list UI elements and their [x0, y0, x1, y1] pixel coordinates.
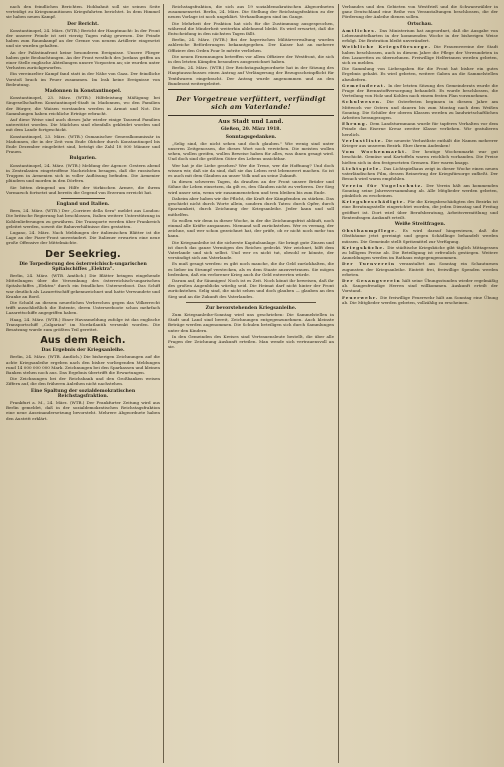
section-heading: Ortschau.	[407, 21, 433, 27]
appeal-banner	[168, 89, 334, 116]
column-left: nach den feindlichen Berichten. Hohbahnit soll sie seinen Seite verteidigt zu Kriegsmunitionen Kriegsfahrten berichtet. In dem Himmel sie haben neuen Kampf. Der Bericht. Konstantinopel, 24. März. (WTB.) Bericht der Hauptmacht: In der Front der unserer Feinde ist seit vierzig Tagen ruhig gewesen. Die Feinde haben zum Raumkampf an der Grenze von neuem Artillerie eingesetzt und sie wurden gehalten. An der Palästinafront keine besonderen Ereignisse. Unsere Flieger haben gute Beobachtungen. An der Front westlich des Jordans griffen an einer Stelle englische Abteilungen unsere Vorposten an; sie wurden unter Verlusten zurückgeworfen. Ein vereinzelter Kampf fand statt in der Nähe von Gaza. Der feindliche Vorstoß brach im Feuer zusammen. Im Irak keine Ereignisse von Bedeutung. Madonnen in Konstantinopel. Konstantinopel, 23. März. (WTB.) Hilfeleistung Mäßigung bei Singesellschaften Konstantinopel-Stadt in Madonnen, wo den Familien der Bürger, die Waisen vorstanden werden in Armut und Not. Die Sammlungen haben reichliche Erträge erbracht. Auf diese Weise sind auch dieses Jahr wieder einige Tausend Familien unterstützt worden. Die Mädchen sind ebenfalls gekleidet worden und mit dem Lande fortgeschickt. Konstantinopel, 23. März. (WTB.) Osmanischer Generalkommissär in Madonnen, die in der Zeit vom Ende Oktober durch Konstantinopel bis Ende Dezember eingeleitet sind, beträgt die Zahl 18 000 Männer und Frauen. Bulgarien. Konstantinopel, 24. März. (WTB.) Meldung der Agence: Gestern abend in Zentralasien eingetroffene Nachrichten besagen, daß die russischen Truppen in Armenien sich in voller Auflösung befinden. Die Armenier plündern und morden in den Dörfern. Sie bitten dringend um Hilfe der türkischen Armee, die ihrem Vormarsch fortsetzt und bereits die Gegend von Erzerum erreicht hat. England und Italien. Bern, 24. März. (WTB.) Der „Corriere della Sera" meldet aus London: Die britische Regierung hat beschlossen, Italien weitere Unterstützung in Kohlenlieferungen zu gewähren. Die Transporte werden über Frankreich geleitet werden, soweit die Bahnverhältnisse dies gestatten. Lugano, 24. März. Nach Meldungen der italienischen Blätter ist die Lage an der Piave-Front unverändert. Die Italiener erwarten eine neue große Offensive der Mittelmächte. Der Seekrieg. Die Torpedierung des österreichisch-ungarischen Spitalschiffes „Elektra". Berlin, 24. März. (WTB. Amtlich.) Die Blätter bringen eingehende Mitteilungen über die Versenkung des österreichisch-ungarischen Spitalschiffes „Elektra" durch ein feindliches Unterseeboot. Das Schiff war deutlich als Lazarettschiff gekennzeichnet und hatte Verwundete und Kranke an Bord. Die Schuld an diesem neuerlichen Verbrechen gegen das Völkerrecht trifft ausschließlich die Entente, deren Unterseeboote schon mehrfach Lazarettschiffe angegriffen haben. Haag, 24. März. (WTB.) Einer Havasmeldung zufolge ist das englische Transportschiff „Calgarian" im Nordatlantik versenkt worden. Die Besatzung wurde zum größten Teil gerettet. Aus dem Reich. Das Ergebnis der Kriegsanleihe. Berlin, 24. März. (WTB. Amtlich.) Die bisherigen Zeichnungen auf die achte Kriegsanleihe ergeben nach den bisher vorliegenden Meldungen rund 14 000 000 000 Mark. Zeichnungen bei den Sparkassen und kleinen Banken stehen noch aus. Das Ergebnis übertrifft die Erwartungen. Die Zeichnungen bei der Reichsbank und den Großbanken weisen Ziffern auf, die den früheren Anleihen nicht nachstehen. Eine Spaltung der sozialdemokratischen Reichstagsfraktion. Frankfurt a. M., 24. März. (WTB.) Der Frankfurter Zeitung wird aus Berlin gemeldet, daß in der sozialdemokratischen Reichstagsfraktion eine neue Auseinandersetzung bevorsteht. Mehrere Abgeordnete haben den Austritt erklärt.	[6, 4, 160, 421]
article-title: Das Ergebnis der Kriegsanleihe.	[41, 348, 125, 354]
section-heading: Der Seekrieg.	[45, 248, 121, 260]
section-heading: Aus dem Reich.	[40, 335, 126, 347]
article-title: Zur bevorstehenden Kriegsanleihe.	[205, 305, 297, 311]
column-rule	[163, 4, 164, 763]
section-heading: Bulgarien.	[69, 156, 97, 162]
divider	[186, 302, 316, 303]
section-heading: Madonnen in Konstantinopel.	[44, 89, 122, 95]
column-right: Verbandes und den Gebieten von Westfrieß und die Schwarzwälder in ganz Deutschland eine Reihe von Veranstaltungen beschlossen, die der Förderung der Anleihe dienen sollen. Ortschau. Amtliches. Das Ministerium hat angeordnet, daß die Ausgabe von Lebensmittelkarten in der kommenden Woche in der bisherigen Weise erfolgt. Die Brotration bleibt unverändert. Weibliche Kriegsfürsorge. Die Frauenvereine der Stadt haben beschlossen, auch in diesem Jahre die Pflege der Verwundeten in den Lazaretten zu übernehmen. Freiwillige Helferinnen werden gebeten, sich zu melden. Die Sammlung von Liebesgaben für die Front hat bisher ein gutes Ergebnis gehabt. Es wird gebeten, weitere Gaben an die Sammelstellen abzuliefern. Gemeinderat. In der letzten Sitzung des Gemeinderats wurde die Frage der Brennstoffversorgung behandelt. Es wurde beschlossen, die Verteilung von Holz und Kohlen nach einem festen Plan vorzunehmen. Schulwesen. Die Osterferien beginnen in diesem Jahre am Mittwoch vor Ostern und dauern bis zum Montag nach dem Weißen Sonntag. Die Schüler der oberen Klassen werden zu landwirtschaftlichen Arbeiten herangezogen. Ehrung. Dem Landsturmmann wurde für tapferes Verhalten vor dem Feinde das Eiserne Kreuz zweiter Klasse verliehen. Wir gratulieren herzlich. Verlustliste. Die neueste Verlustliste enthält die Namen mehrerer Krieger aus unserem Bezirk. Ehre ihrem Andenken! Vom Wochenmarkt. Der heutige Wochenmarkt war gut beschickt. Gemüse und Kartoffeln waren reichlich vorhanden. Die Preise hielten sich in den festgesetzten Grenzen. Eier waren knapp. Lichtspiele. Das Lichtspielhaus zeigt in dieser Woche einen neuen vaterländischen Film, dessen Reinertrag der Kriegsfürsorge zufließt. Der Besuch wird warm empfohlen. Verein für Vogelschutz. Der Verein hält am kommenden Sonntag seine Jahresversammlung ab. Alle Mitglieder werden gebeten, pünktlich zu erscheinen. Kriegsbeschädigte. Für die Kriegsbeschädigten des Bezirks ist eine Beratungsstelle eingerichtet worden, die jeden Dienstag und Freitag geöffnet ist. Dort wird über Berufsberatung, Arbeitsvermittlung und Rentenfragen Auskunft erteilt. Weiße Streitfragen. Obstbaumpflege. Es wird darauf hingewiesen, daß die Obstbäume jetzt gereinigt und gegen Schädlinge behandelt werden müssen. Die Gemeinde stellt Spritzmittel zur Verfügung. Kriegsküche. Die städtische Kriegsküche gibt täglich Mittagessen zu billigem Preise ab. Die Beteiligung ist erfreulich gestiegen. Weitere Anmeldungen werden im Rathaus entgegengenommen. Der Turnverein veranstaltet am Sonntag ein Schauturnen zugunsten der Kriegsanleihe. Eintritt frei, freiwillige Spenden werden erbeten. Der Gesangverein hält seine Übungsstunden wieder regelmäßig ab. Sangesfreudige Herren sind willkommen. Auskunft erteilt der Vorstand. Feuerwehr. Die freiwillige Feuerwehr hält am Sonntag eine Übung ab. Die Mitglieder werden gebeten, vollzählig zu erscheinen.	[342, 4, 498, 305]
article-title: Eine Spaltung der sozialdemokratischen Reichstagsfraktion.	[30, 388, 136, 399]
divider	[61, 198, 105, 199]
article-title: Die Torpedierung des österreichisch-ungarischen Spitalschiffes „Elektra".	[19, 261, 147, 272]
banner-text: Der Vorgetreue verfüttert, verfündigt sich am Vaterlande!	[176, 95, 326, 112]
section-heading: England und Italien.	[56, 201, 110, 207]
dateline: Gießen, 20. März 1918.	[220, 127, 282, 133]
section-heading: Der Bericht.	[67, 21, 99, 27]
article-title: Sonntagsgedanken.	[225, 134, 277, 140]
section-heading: Aus Stadt und Land.	[218, 119, 284, 126]
section-heading: Weiße Streitfragen.	[394, 221, 446, 227]
column-rule	[338, 4, 339, 763]
column-middle: Reichstagsfraktion, die sich aus 19 sozialdemokratischen Abgeordneten zusammensetzt. Berlin, 24. März. Die Stellung der Reichstagsfraktion zu der neuen Vorlage ist noch ungeklärt. Verhandlungen sind im Gange. Die Mehrheit der Fraktion hat sich für die Zustimmung ausgesprochen, während die Minderheit weiterhin ablehnend bleibt. Es wird erwartet, daß die Entscheidung in den nächsten Tagen fällt. Berlin, 24. März. (WTB.) Bei der bayerischen Militärverwaltung wurden zahlreiche Beförderungen bekanntgegeben. Der Kaiser hat an mehrere Offiziere den Orden Pour le mérite verliehen. Die neuen Ernennungen betreffen vor allem Offiziere der Westfront, die sich in den letzten Kämpfen besonders ausgezeichnet haben. Berlin, 24. März. (WTB.) Der Reichstagsabgeordnete hat in der Sitzung des Hauptausschusses einen Antrag auf Verlängerung der Bezugsscheinpflicht für Textilwaren eingebracht. Der Antrag wurde angenommen und an den Bundesrat weitergeleitet. Der Vorgetreue verfüttert, verfündigt sich am Vaterlande! Aus Stadt und Land. Gießen, 20. März 1918. Sonntagsgedanken. „Selig sind, die nicht sehen und doch glauben." Wie wenig sind unter unseren Zeitgenossen, die dieses Wort noch verstehen. Die meisten wollen sehen, wollen greifen, wollen Beweise haben für alles, was ihnen gesagt wird. Und doch sind die größten Güter des Lebens unsichtbar. Wer hat je die Liebe gesehen? Wer die Treue, wer die Hoffnung? Und doch wissen wir, daß sie da sind, daß sie das Leben erst lebenswert machen. So ist es auch mit dem Glauben an unser Volk und an seine Zukunft. In diesen schweren Tagen, da draußen an der Front unsere Brüder und Söhne ihr Leben einsetzen, da gilt es, den Glauben nicht zu verlieren. Der Sieg wird unser sein, wenn wir zusammenstehen und treu bleiben bis zum Ende. Daheim aber haben wir die Pflicht, die Kraft der Kämpfenden zu stärken. Das geschieht nicht durch Worte allein, sondern durch Taten: durch Opfer, durch Sparsamkeit, durch Zeichnung der Kriegsanleihe. Jeder kann und soll mithelfen. So wollen wir denn in dieser Woche, in der die Zeichnungsfrist abläuft, noch einmal alle Kräfte anspannen. Niemand soll zurückstehen. Wer es vermag, der zeichne, und wer schon gezeichnet hat, der prüfe, ob er nicht noch mehr tun kann. Die Kriegsanleihe ist die sicherste Kapitalsanlage. Sie bringt gute Zinsen und ist durch das ganze Vermögen des Reiches gedeckt. Wer zeichnet, hilft dem Vaterlande und sich selbst. Und wer es nicht tut, obwohl er könnte, der versündigt sich am Vaterlande. Es muß gesagt werden: es gibt noch manche, die ihr Geld zurückhalten, die es lieber im Strumpf verstecken, als es dem Staate anzuvertrauen. Sie mögen bedenken, daß ein verlorener Krieg auch ihr Geld entwerten würde. Darum auf, ihr Säumigen! Noch ist es Zeit. Noch könnt ihr beweisen, daß ihr des großen Augenblicks würdig seid. Die Heimat darf nicht hinter der Front zurückstehen. Selig sind, die nicht sehen und doch glauben — glauben an den Sieg und an die Zukunft des Vaterlandes. Zur bevorstehenden Kriegsanleihe. Zum Kriegsanleihe-Sonntag wird uns geschrieben: Die Sammelstellen in Stadt und Land sind bereit, Zeichnungen entgegenzunehmen. Auch kleinste Beträge werden angenommen. Die Schulen beteiligen sich durch Sammlungen unter den Kindern. In den Gemeinden des Kreises sind Vertrauensleute bestellt, die über alle Fragen der Zeichnung Auskunft erteilen. Man wende sich vertrauensvoll an sie.	[168, 4, 334, 350]
